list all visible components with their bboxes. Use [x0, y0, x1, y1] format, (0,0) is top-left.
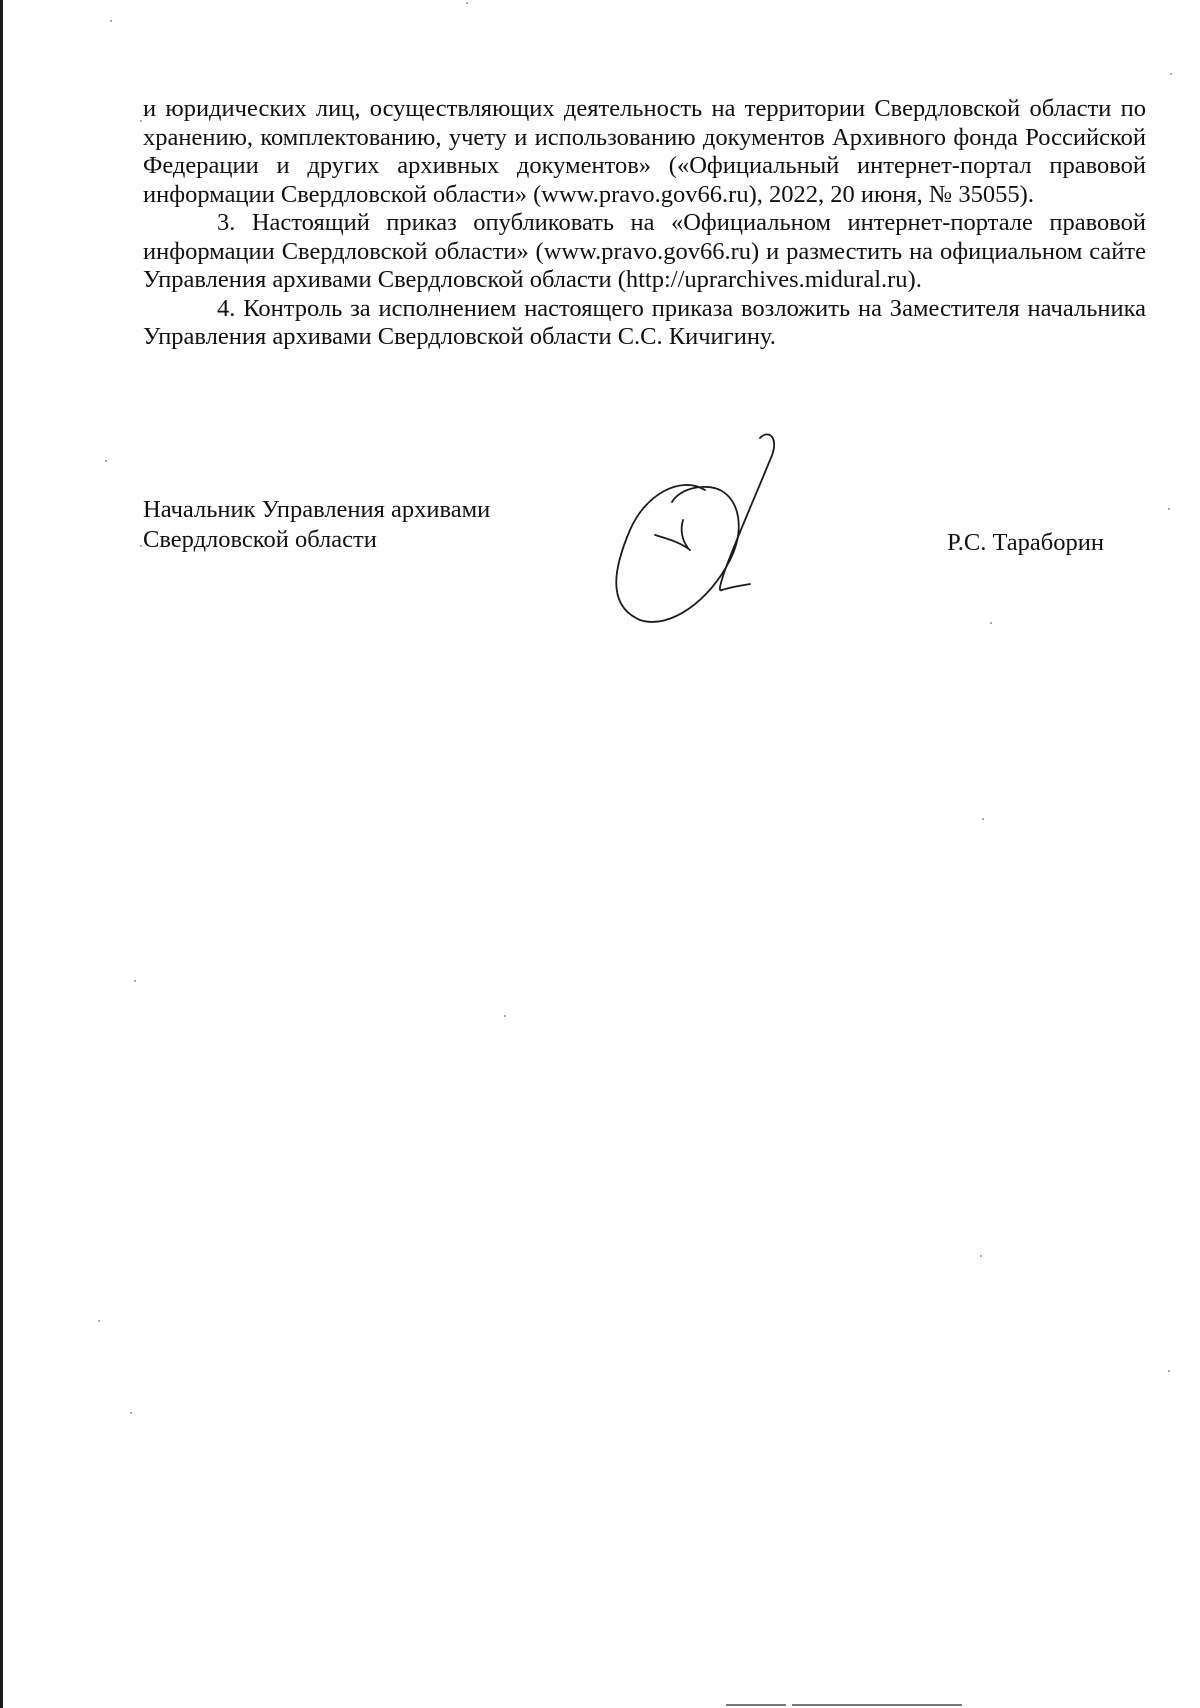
signature-block [0, 0, 1200, 660]
paragraph-item-3: 3. Настоящий приказ опубликовать на «Официальном интернет-портале правовой информации Свердловской области» (www.pravo.gov66.ru) и разместить на официальном сайте Управления архивами Свердловской области (http://uprarchives.midural.ru). [143, 209, 1146, 293]
scan-bottom-rule [726, 1704, 786, 1706]
paragraph-item-4: 4. Контроль за исполнением настоящего приказа возложить на Заместителя начальника Управления архивами Свердловской области С.С. Кичигину. [143, 294, 1146, 350]
scan-speck [140, 120, 142, 122]
scan-speck [982, 818, 984, 820]
signer-name: Р.С. Тараборин [947, 529, 1104, 556]
scan-speck [990, 622, 992, 624]
scan-speck [466, 2, 468, 4]
signer-position [143, 495, 490, 555]
scan-speck [504, 1015, 506, 1017]
scan-speck [1168, 1370, 1170, 1372]
scan-speck [98, 1320, 100, 1322]
paragraph-continuation: и юридических лиц, осуществляющих деятельность на территории Свердловской области по хранению, комплектованию, учету и использованию документов Архивного фонда Российской Федерации и других архивных документов» («Официальный интернет-портал правовой информации Свердловской области» (www.pravo.gov66.ru), 2022, 20 июня, № 35055). [143, 95, 1146, 208]
handwritten-signature [610, 430, 830, 630]
scan-speck [980, 1255, 982, 1257]
scan-bottom-rule [792, 1704, 962, 1706]
signer-position-line-2: Свердловской области [143, 526, 377, 553]
scan-speck [105, 460, 107, 462]
scan-speck [130, 1412, 132, 1414]
signer-position-line-1: Начальник Управления архивами [143, 496, 491, 523]
scan-speck [1168, 508, 1170, 510]
scan-speck [134, 980, 136, 982]
scan-speck [1170, 73, 1172, 75]
scan-speck [140, 545, 142, 547]
scan-speck [110, 20, 112, 22]
